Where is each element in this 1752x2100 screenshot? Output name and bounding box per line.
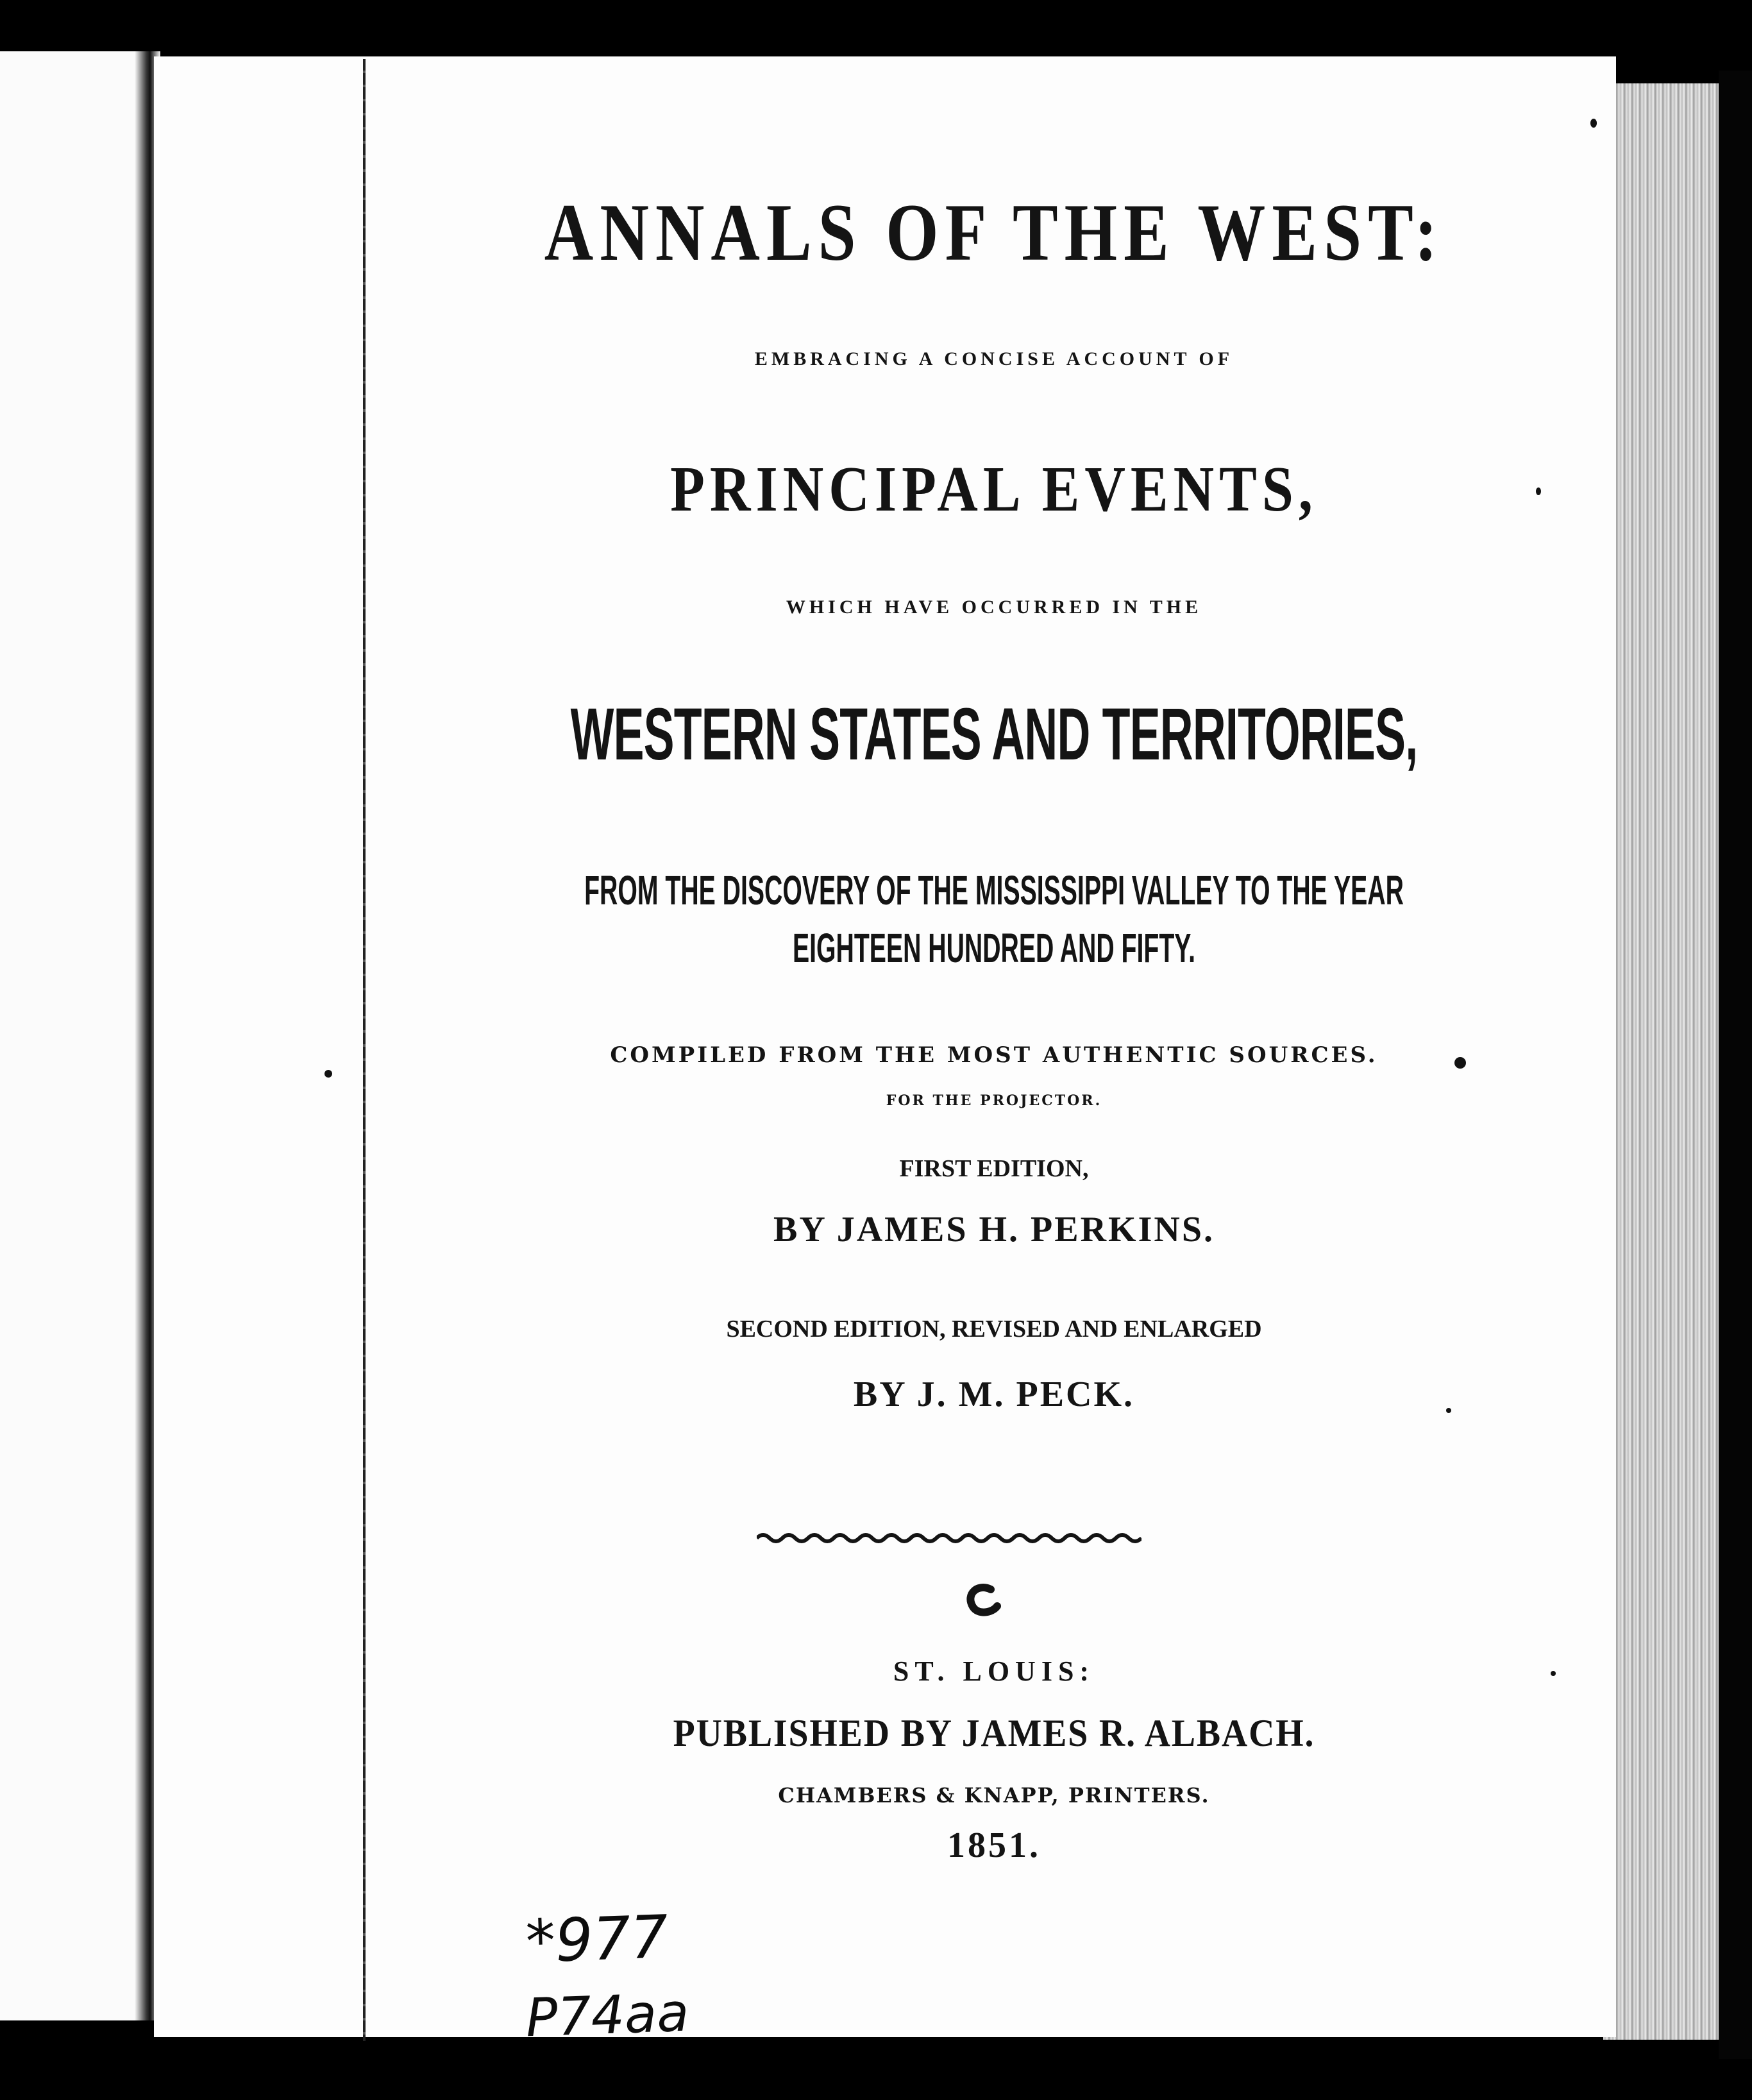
fold-line bbox=[363, 59, 366, 2041]
publisher-line: PUBLISHED BY JAMES R. ALBACH. bbox=[673, 1712, 1315, 1754]
printers-line: CHAMBERS & KNAPP, PRINTERS. bbox=[778, 1783, 1210, 1808]
right-dark-margin bbox=[1719, 71, 1752, 2059]
eighteen-hundred-line: EIGHTEEN HUNDRED AND FIFTY. bbox=[793, 924, 1195, 971]
scan-speck bbox=[1454, 1057, 1466, 1069]
scan-speck bbox=[1536, 487, 1541, 495]
for-projector-line: FOR THE PROJECTOR. bbox=[886, 1092, 1102, 1109]
author-peck: BY J. M. PECK. bbox=[853, 1375, 1135, 1414]
wavy-rule-ornament bbox=[757, 1528, 1141, 1548]
handwritten-call-number-suffix: P74aa bbox=[525, 1982, 690, 2049]
author-perkins: BY JAMES H. PERKINS. bbox=[773, 1210, 1215, 1249]
page-edges bbox=[1603, 83, 1731, 2040]
scan-speck bbox=[324, 1070, 332, 1078]
compiled-line: COMPILED FROM THE MOST AUTHENTIC SOURCES. bbox=[610, 1042, 1378, 1068]
western-states-heading: WESTERN STATES AND TERRITORIES, bbox=[570, 693, 1418, 775]
main-title: ANNALS OF THE WEST: bbox=[544, 187, 1444, 278]
first-edition-line: FIRST EDITION, bbox=[899, 1155, 1089, 1182]
publication-year: 1851. bbox=[947, 1825, 1041, 1865]
scan-speck bbox=[1551, 1671, 1556, 1676]
scan-speck bbox=[1446, 1408, 1451, 1413]
handwritten-call-number: *977 bbox=[525, 1902, 670, 1976]
from-discovery-line: FROM THE DISCOVERY OF THE MISSISSIPPI VALLEY TO THE YEAR bbox=[584, 867, 1404, 913]
scan-speck bbox=[1590, 119, 1597, 128]
place-of-publication: ST. LOUIS: bbox=[893, 1655, 1095, 1687]
principal-events-heading: PRINCIPAL EVENTS, bbox=[670, 453, 1318, 525]
left-facing-page bbox=[0, 51, 147, 2020]
second-edition-line: SECOND EDITION, REVISED AND ENLARGED bbox=[726, 1316, 1262, 1342]
subtitle-occurred: WHICH HAVE OCCURRED IN THE bbox=[786, 597, 1202, 618]
printer-ornament-icon bbox=[959, 1578, 1004, 1623]
subtitle-concise-account: EMBRACING A CONCISE ACCOUNT OF bbox=[754, 348, 1234, 369]
